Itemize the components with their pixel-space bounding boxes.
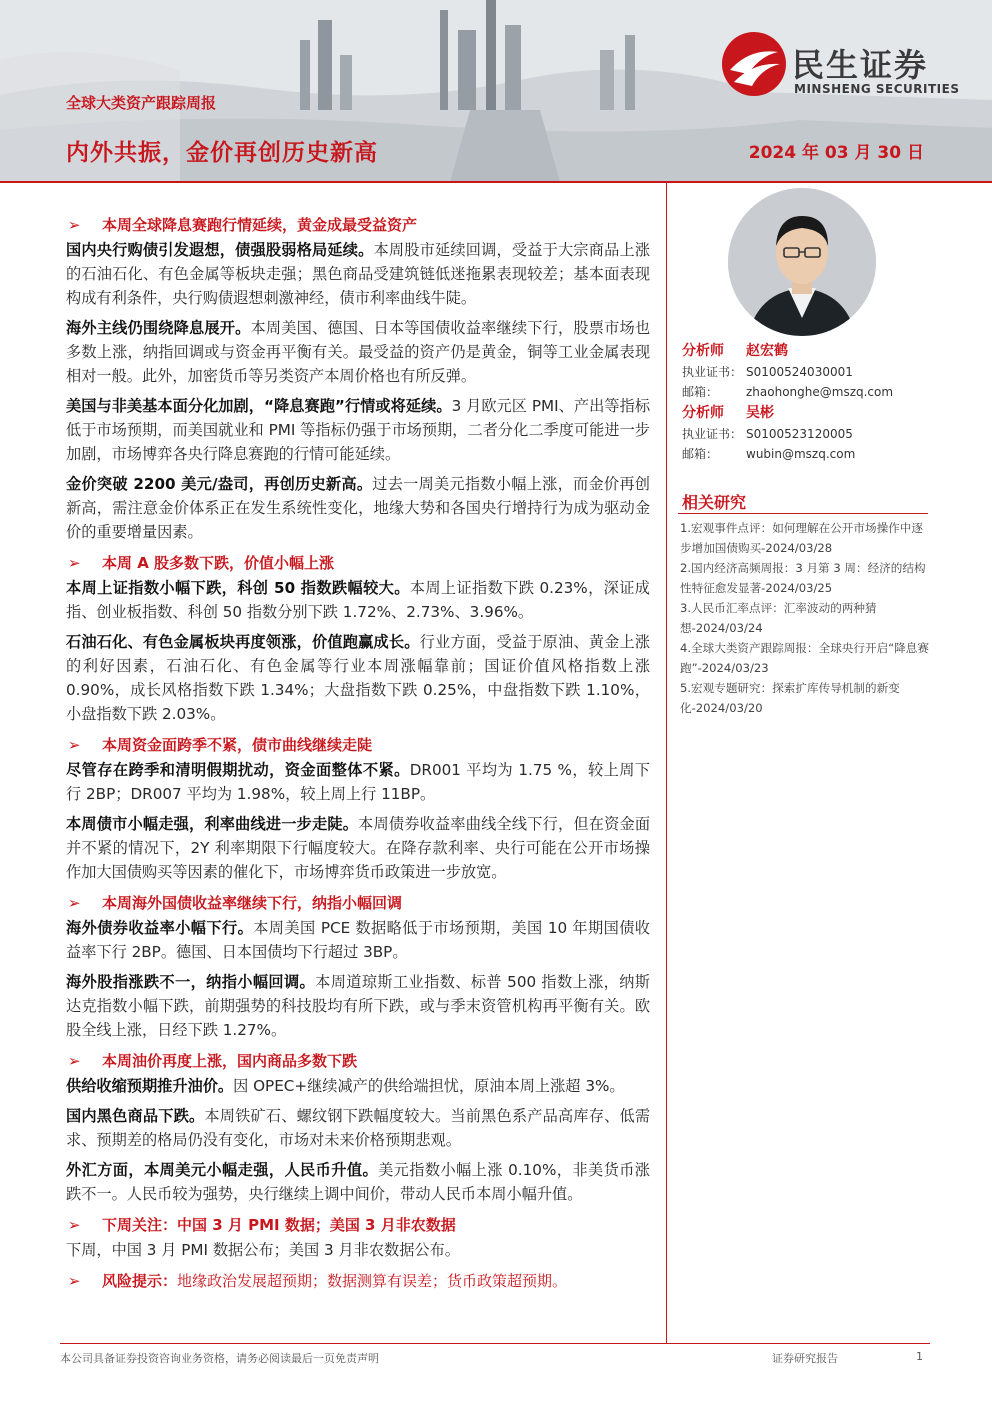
report-title: 内外共振，金价再创历史新高 bbox=[66, 140, 378, 166]
paragraph: 海外债券收益率小幅下行。本周美国 PCE 数据略低于市场预期，美国 10 年期国债收益率下行 2BP。德国、日本国债均下行超过 3BP。 bbox=[66, 919, 650, 961]
paragraph: 本周上证指数小幅下跌，科创 50 指数跌幅较大。本周上证指数下跌 0.23%，深证成指、创业板指数、科创 50 指数分别下跌 1.72%、2.73%、3.96%。 bbox=[66, 579, 650, 621]
paragraph: 海外主线仍围绕降息展开。本周美国、德国、日本等国债收益率继续下行，股票市场也多数上涨，纳指回调或与资金再平衡有关。最受益的资产仍是黄金，铜等工业金属表现相对一般。此外，加密货币等另类资产本周价格也有所反弹。 bbox=[66, 319, 651, 385]
logo-english-name: MINSHENG SECURITIES bbox=[794, 82, 960, 96]
page-number: 1 bbox=[916, 1350, 923, 1363]
logo-chinese-name: 民生证券 bbox=[792, 46, 929, 84]
chevron-right-icon: ➢ bbox=[68, 554, 81, 572]
section-5 bbox=[66, 1048, 650, 1206]
section-heading: ➢ 本周资金面跨季不紧，债市曲线继续走陡 bbox=[66, 732, 650, 758]
related-research-item[interactable]: 3.人民币汇率点评：汇率波动的两种猜想-2024/03/24 bbox=[680, 601, 877, 635]
chevron-right-icon: ➢ bbox=[68, 894, 81, 912]
paragraph: 金价突破 2200 美元/盎司，再创历史新高。过去一周美元指数小幅上涨，而金价再创新高，需注意金价体系正在发生系统性变化，地缘大势和各国央行增持行为成为驱动金价的重要增量因素。 bbox=[66, 475, 650, 541]
paragraph: 海外股指涨跌不一，纳指小幅回调。本周道琼斯工业指数、标普 500 指数上涨，纳斯达克指数小幅下跌，前期强势的科技股均有所下跌，或与季末资管机构再平衡有关。欧股全线上涨，日经下跌 1.27%。 bbox=[66, 973, 650, 1039]
report-series: 全球大类资产跟踪周报 bbox=[66, 94, 217, 112]
related-research-item[interactable]: 2.国内经济高频周报：3 月第 3 周：经济的结构性特征愈发显著-2024/03/25 bbox=[680, 561, 926, 595]
header-banner bbox=[0, 0, 992, 182]
paragraph: 本周债市小幅走强，利率曲线进一步走陡。本周债券收益率曲线全线下行，但在资金面并不紧的情况下，2Y 利率期限下行幅度较大。在降存款利率、央行可能在公开市场操作加大国债购买等因素的催化下，市场博弈货币政策进一步放宽。 bbox=[66, 815, 651, 881]
section-4 bbox=[66, 890, 650, 1042]
paragraph: 下周，中国 3 月 PMI 数据公布；美国 3 月非农数据公布。 bbox=[66, 1241, 460, 1259]
section-3 bbox=[66, 732, 650, 884]
column-divider bbox=[666, 183, 667, 1343]
related-research-list bbox=[680, 518, 930, 718]
paragraph: 外汇方面，本周美元小幅走强，人民币升值。美元指数小幅上涨 0.10%，非美货币涨跌不一。人民币较为强势，央行继续上调中间价，带动人民币本周小幅升值。 bbox=[66, 1161, 650, 1203]
analyst-email-link[interactable]: zhaohonghe@mszq.com bbox=[746, 385, 894, 399]
related-research-item[interactable]: 4.全球大类资产跟踪周报：全球央行开启“降息赛跑”-2024/03/23 bbox=[680, 641, 929, 675]
related-research-item[interactable]: 1.宏观事件点评：如何理解在公开市场操作中逐步增加国债购买-2024/03/28 bbox=[680, 521, 923, 555]
analyst-photo bbox=[728, 188, 876, 336]
related-research-item[interactable]: 5.宏观专题研究：探索扩库传导机制的新变化-2024/03/20 bbox=[680, 681, 900, 715]
section-heading: ➢ 本周海外国债收益率继续下行，纳指小幅回调 bbox=[66, 890, 650, 916]
chevron-right-icon: ➢ bbox=[68, 736, 81, 754]
analyst-name-row: 分析师 吴彬 bbox=[682, 405, 774, 421]
paragraph: 供给收缩预期推升油价。因 OPEC+继续减产的供给端担忧，原油本周上涨超 3%。 bbox=[66, 1077, 625, 1095]
footer-doc-type: 证券研究报告 bbox=[772, 1352, 838, 1365]
analyst-cert-row: 执业证书： S0100524030001 bbox=[682, 365, 853, 379]
minsheng-emblem-icon bbox=[720, 30, 788, 98]
chevron-right-icon: ➢ bbox=[68, 1216, 81, 1234]
section-heading: ➢ 下周关注：中国 3 月 PMI 数据；美国 3 月非农数据 bbox=[66, 1212, 650, 1238]
chevron-right-icon: ➢ bbox=[68, 216, 81, 234]
main-content bbox=[66, 210, 650, 1294]
paragraph: 石油石化、有色金属板块再度领涨，价值跑赢成长。行业方面，受益于原油、黄金上涨的利好因素，石油石化、有色金属等行业本周涨幅靠前；国证价值风格指数上涨 0.90%，成长风格指数下跌 1.34%；大盘指数下跌 0.25%，中盘指数下跌 1.10%，小盘指数下跌 2.03%。 bbox=[66, 633, 651, 723]
footer-disclaimer: 本公司具备证券投资咨询业务资格，请务必阅读最后一页免责声明 bbox=[60, 1352, 379, 1365]
report-date: 2024 年 03 月 30 日 bbox=[748, 143, 924, 163]
section-heading: ➢ 本周油价再度上涨，国内商品多数下跌 bbox=[66, 1048, 650, 1074]
banner-divider bbox=[0, 181, 992, 183]
section-heading: ➢ 本周 A 股多数下跌，价值小幅上涨 bbox=[66, 550, 650, 576]
analyst-email-row: 邮箱： wubin@mszq.com bbox=[682, 447, 856, 461]
section-heading: ➢ 本周全球降息赛跑行情延续，黄金成最受益资产 bbox=[66, 212, 650, 238]
paragraph: 国内央行购债引发遐想，债强股弱格局延续。本周股市延续回调，受益于大宗商品上涨的石油石化、有色金属等板块走强；黑色商品受建筑链低迷拖累表现较差；基本面表现构成有利条件，央行购债遐想刺激神经，债市利率曲线牛陡。 bbox=[66, 241, 651, 307]
analyst-email-link[interactable]: wubin@mszq.com bbox=[746, 447, 856, 461]
analyst-cert-row: 执业证书： S0100523120005 bbox=[682, 427, 853, 441]
chevron-right-icon: ➢ bbox=[68, 1052, 81, 1070]
footer-divider bbox=[60, 1343, 930, 1344]
risk-warning: ➢ 风险提示：地缘政治发展超预期；数据测算有误差；货币政策超预期。 bbox=[66, 1268, 650, 1294]
section-2 bbox=[66, 550, 650, 726]
analyst-info bbox=[682, 340, 932, 464]
related-research-title: 相关研究 bbox=[682, 493, 747, 512]
paragraph: 尽管存在跨季和清明假期扰动，资金面整体不紧。DR001 平均为 1.75 %，较上周下行 2BP；DR007 平均为 1.98%，较上周上行 11BP。 bbox=[66, 761, 651, 803]
minsheng-logo bbox=[720, 30, 970, 105]
section-6 bbox=[66, 1212, 650, 1262]
analyst-email-row: 邮箱： zhaohonghe@mszq.com bbox=[682, 385, 894, 399]
related-research-divider bbox=[678, 513, 928, 514]
paragraph: 美国与非美基本面分化加剧，“降息赛跑”行情或将延续。3 月欧元区 PMI、产出等指标低于市场预期，而美国就业和 PMI 等指标仍强于市场预期，二者分化二季度可能进一步加剧，市场博弈各央行降息赛跑的行情可能延续。 bbox=[66, 397, 651, 463]
analyst-portrait-image bbox=[728, 188, 876, 336]
paragraph: 国内黑色商品下跌。本周铁矿石、螺纹钢下跌幅度较大。当前黑色系产品高库存、低需求、预期差的格局仍没有变化，市场对未来价格预期悲观。 bbox=[66, 1107, 651, 1149]
section-1 bbox=[66, 212, 650, 544]
analyst-name-row: 分析师 赵宏鹤 bbox=[682, 343, 788, 359]
chevron-right-icon: ➢ bbox=[68, 1272, 81, 1290]
